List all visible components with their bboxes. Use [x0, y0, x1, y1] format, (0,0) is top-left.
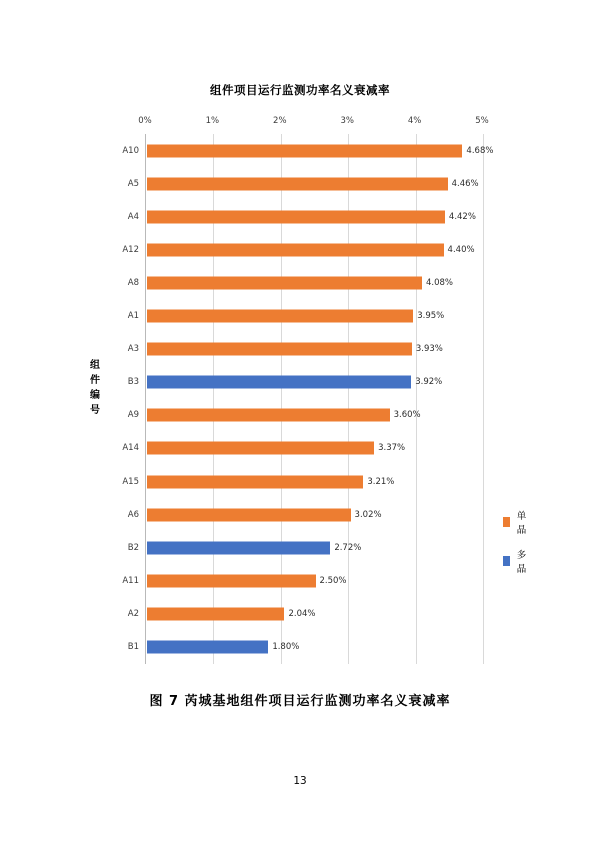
- figure-caption: 图 7 芮城基地组件项目运行监测功率名义衰减率: [149, 694, 451, 709]
- bar-row: [122, 134, 494, 167]
- bar-row: [122, 233, 483, 266]
- bar-row: [127, 200, 483, 233]
- bar[interactable]: [147, 641, 268, 654]
- bar[interactable]: [147, 210, 445, 223]
- bar-row: [127, 597, 483, 630]
- y-axis-title-char: 号: [90, 405, 100, 416]
- gridline: [483, 134, 484, 664]
- bar-value-label: 3.21%: [367, 476, 395, 487]
- bar[interactable]: [147, 541, 330, 554]
- y-axis-title-char: 编: [90, 390, 100, 401]
- legend-swatch-icon: [503, 517, 510, 527]
- bar-value-label: 3.02%: [354, 509, 382, 520]
- bar[interactable]: [147, 276, 422, 289]
- bar-value-label: 4.46%: [451, 178, 479, 189]
- bar-value-label: 3.92%: [415, 377, 443, 388]
- bar-value-label: 1.80%: [272, 642, 300, 653]
- bar-row: [122, 564, 483, 597]
- category-label: A1: [127, 311, 139, 322]
- bar[interactable]: [147, 409, 390, 422]
- x-tick-label: 3%: [340, 116, 354, 126]
- category-label: A4: [127, 211, 139, 222]
- y-axis-title: [87, 358, 103, 418]
- bar-value-label: 4.40%: [447, 244, 475, 255]
- chart-title: 组件项目运行监测功率名义衰减率: [210, 83, 390, 97]
- bar[interactable]: [147, 243, 444, 256]
- legend-swatch-icon: [503, 556, 510, 566]
- bar[interactable]: [147, 475, 363, 488]
- bar-row: [127, 300, 483, 333]
- bar-value-label: 2.50%: [319, 575, 347, 586]
- x-tick-label: 1%: [205, 116, 220, 126]
- x-tick-label: 4%: [407, 116, 422, 126]
- y-axis-title-char: 件: [90, 375, 100, 386]
- y-axis-title-char: 组: [90, 360, 100, 371]
- bar[interactable]: [147, 343, 412, 356]
- category-label: A9: [127, 410, 139, 421]
- category-label: B2: [127, 542, 139, 553]
- bar-row: [127, 366, 483, 399]
- bar-chart: [75, 110, 525, 675]
- category-label: B3: [127, 377, 139, 388]
- bar[interactable]: [147, 574, 316, 587]
- category-label: A11: [122, 575, 139, 586]
- x-tick-label: 5%: [475, 116, 489, 126]
- bar-value-label: 3.60%: [393, 410, 421, 421]
- bar-row: [122, 465, 483, 498]
- category-label: A6: [127, 509, 139, 520]
- bar-row: [127, 531, 483, 564]
- category-label: A5: [127, 178, 139, 189]
- bar-value-label: 4.68%: [466, 145, 494, 156]
- bar[interactable]: [147, 177, 448, 190]
- legend-label: 单晶: [516, 511, 527, 536]
- bar-value-label: 2.04%: [288, 608, 316, 619]
- legend-item-monocrystalline[interactable]: [503, 508, 530, 536]
- category-label: A10: [122, 145, 139, 156]
- category-label: A15: [122, 476, 139, 487]
- category-label: A14: [122, 443, 139, 454]
- bar[interactable]: [147, 508, 351, 521]
- bar-value-label: 4.42%: [448, 211, 476, 222]
- page-number: 13: [293, 775, 307, 787]
- bar[interactable]: [147, 144, 462, 157]
- x-tick-label: 0%: [138, 116, 152, 126]
- bar[interactable]: [147, 310, 413, 323]
- bar-row: [127, 333, 483, 366]
- bar-value-label: 3.95%: [417, 311, 445, 322]
- bar-row: [127, 631, 483, 664]
- bar[interactable]: [147, 376, 411, 389]
- bar-value-label: 2.72%: [334, 542, 362, 553]
- x-tick-label: 2%: [273, 116, 287, 126]
- bar-row: [122, 432, 483, 465]
- legend-label: 多晶: [516, 550, 527, 575]
- category-label: B1: [127, 642, 139, 653]
- bar-value-label: 4.08%: [425, 277, 453, 288]
- legend-item-polycrystalline[interactable]: [503, 547, 530, 575]
- bar[interactable]: [147, 607, 284, 620]
- x-axis-ticks: [138, 116, 489, 132]
- category-label: A2: [127, 608, 139, 619]
- chart-legend: [503, 508, 530, 586]
- category-label: A8: [127, 277, 139, 288]
- bar-row: [127, 498, 483, 531]
- bar-row: [127, 266, 483, 299]
- bar-value-label: 3.93%: [415, 344, 443, 355]
- plot-area: [122, 134, 494, 664]
- bar-row: [127, 167, 483, 200]
- bar[interactable]: [147, 442, 374, 455]
- category-label: A3: [127, 344, 139, 355]
- bar-row: [127, 399, 483, 432]
- category-label: A12: [122, 244, 139, 255]
- bar-value-label: 3.37%: [378, 443, 406, 454]
